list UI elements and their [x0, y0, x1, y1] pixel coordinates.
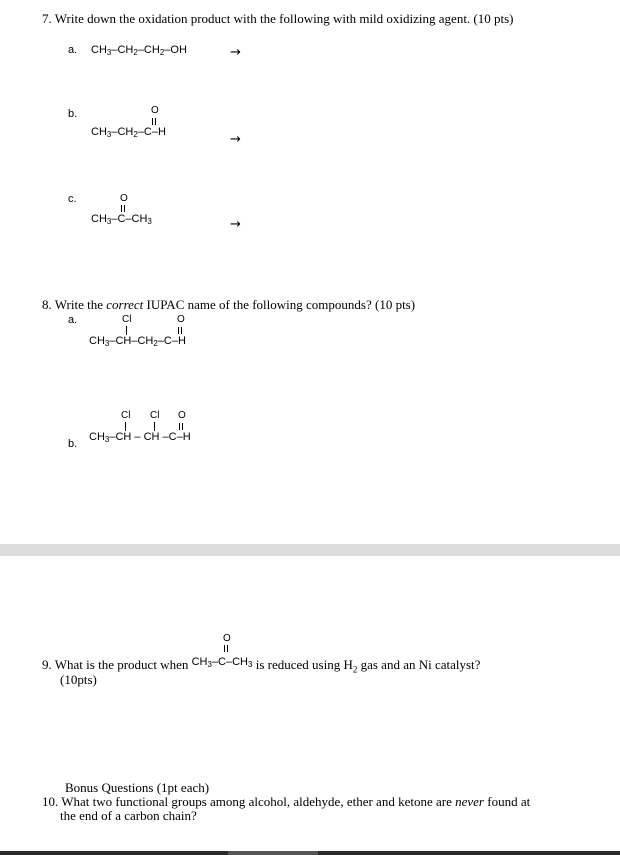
q8-a-label: a. [68, 314, 78, 326]
question-10-line2: the end of a carbon chain? [60, 808, 197, 823]
q7-b-arrow: → [230, 132, 241, 147]
q7-c-formula: $CH_3-C-CH_3$ [91, 213, 152, 226]
q7-c-double-bond [121, 205, 125, 212]
q8-b-oxygen: O [178, 410, 186, 421]
q7-a-label: a. [68, 44, 78, 56]
q8-b-formula: $CH_3-CH$ – CH –C–H [89, 431, 191, 444]
q7-a-formula: $CH_3-CH_2-CH_2-OH$ [91, 44, 187, 57]
q8-b-chloro-1: Cl [121, 410, 131, 421]
q8-b-double-bond [179, 423, 183, 430]
q7-c-label: c. [68, 193, 77, 205]
q8-a-double-bond [178, 327, 182, 334]
bonus-heading: Bonus Questions (1pt each) [65, 780, 210, 795]
q8-a-oxygen: O [177, 314, 185, 325]
question-8-title: 8. Write the correct IUPAC name of the following compounds? (10 pts) [42, 297, 416, 312]
bottom-scroll-bar[interactable] [0, 851, 620, 855]
question-10-text: 10. What two functional groups among alcohol, aldehyde, ether and ketone are never found at [42, 794, 531, 809]
q7-b-formula: $CH_3-CH_2-C-H$ [91, 126, 166, 139]
question-9-text: 9. What is the product when $^{CH_3-C-CH_3}$ is reduced using $H_2$ gas and an Ni catalyst? [42, 656, 481, 675]
question-7-title: 7. Write down the oxidation product with the following with mild oxidizing agent. (10 pts) [42, 11, 514, 26]
q8-b-chloro-2: Cl [150, 410, 160, 421]
q7-c-oxygen: O [120, 193, 128, 204]
q7-a-arrow: → [230, 45, 241, 60]
q9-post: is reduced using $H_2$ gas and an Ni catalyst? [255, 657, 481, 675]
q8-a-formula: $CH_3-CH-CH_2-C-H$ [89, 335, 186, 348]
q8-a-single-bond [126, 326, 127, 335]
q8-b-single-bond-2 [154, 422, 155, 431]
bottom-scroll-thumb[interactable] [228, 851, 318, 855]
q8-b-single-bond-1 [125, 422, 126, 431]
page-divider [0, 544, 620, 556]
q8-b-label: b. [68, 438, 78, 450]
q7-b-label: b. [68, 108, 78, 120]
q9-formula: CH3–C–CH3 [191, 656, 253, 669]
q8-a-chloro: Cl [122, 314, 132, 325]
q9-oxygen: O [223, 633, 231, 644]
q9-double-bond [224, 645, 228, 652]
q7-b-double-bond [152, 118, 156, 125]
q7-c-arrow: → [230, 217, 241, 232]
q7-b-oxygen: O [151, 105, 159, 116]
question-9-points: (10pts) [60, 672, 97, 687]
